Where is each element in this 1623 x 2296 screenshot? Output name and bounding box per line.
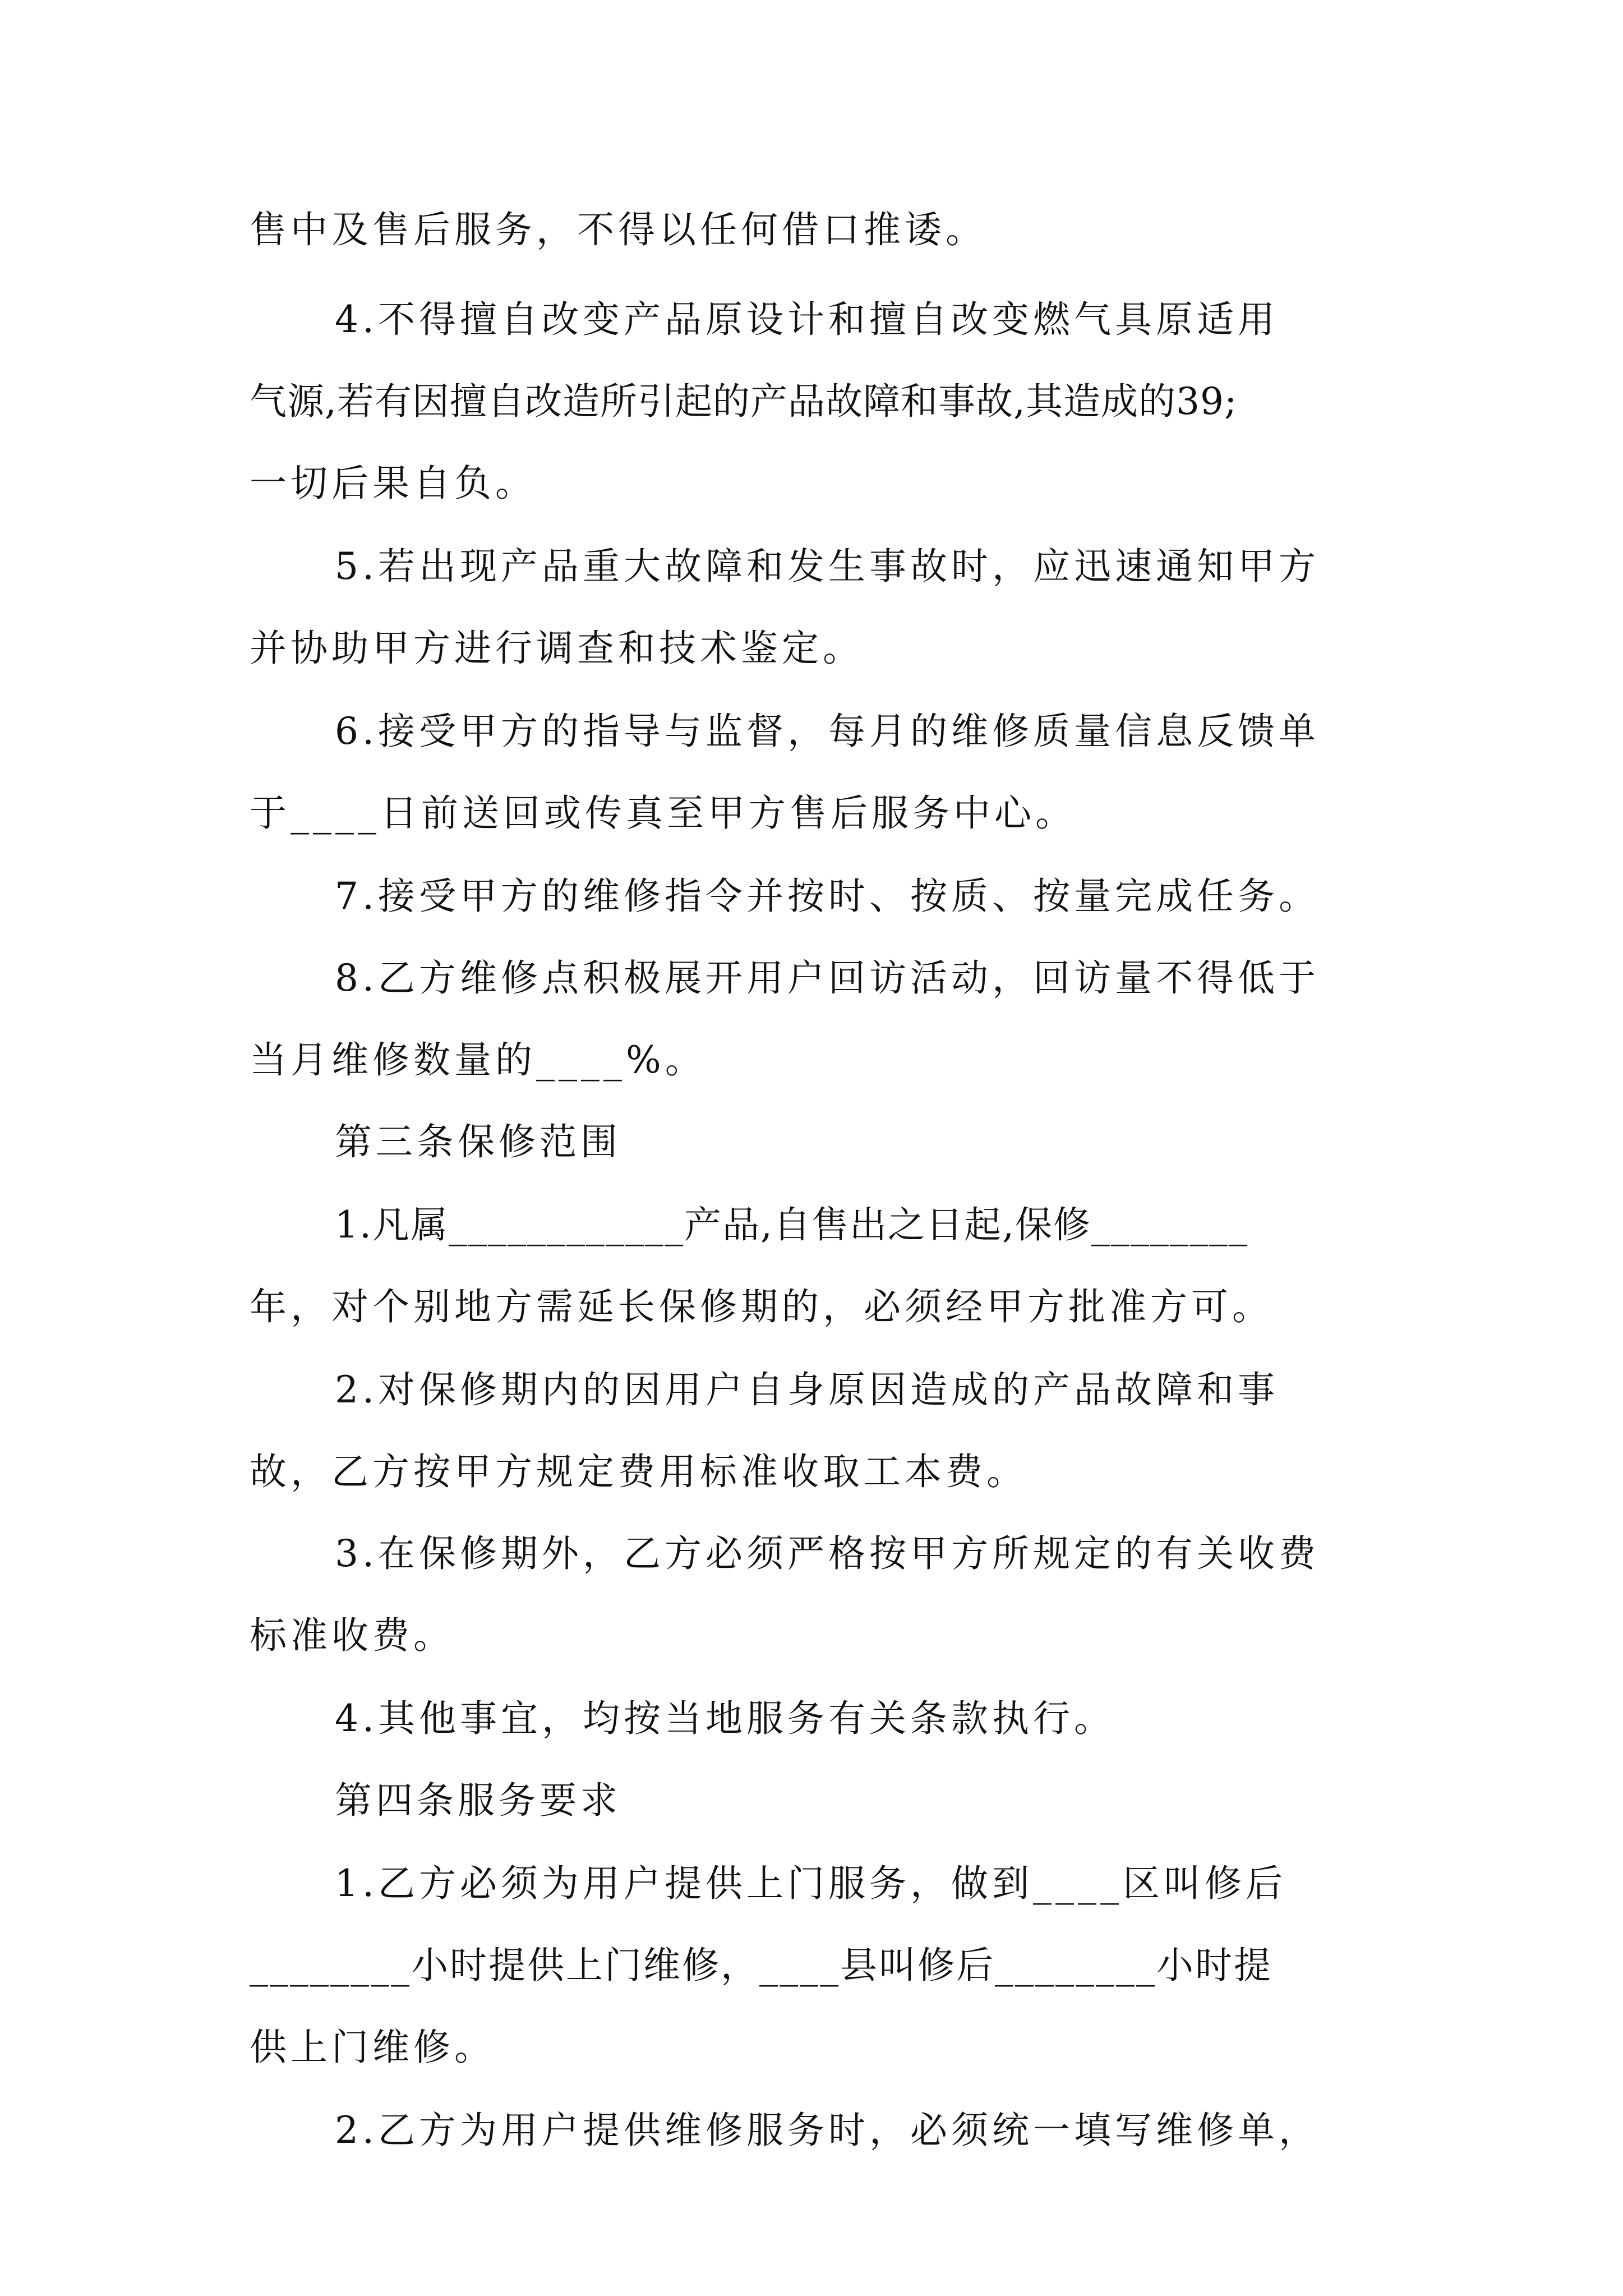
text-line: 2.对保修期内的因用户自身原因造成的产品故障和事 — [335, 1368, 1279, 1411]
text-line: 标准收费。 — [250, 1614, 454, 1657]
section-heading: 第三条保修范围 — [335, 1120, 621, 1163]
text-line: 4.其他事宜，均按当地服务有关条款执行。 — [335, 1697, 1115, 1740]
text-line: 当月维修数量的____%。 — [250, 1038, 706, 1082]
text-line: 5.若出现产品重大故障和发生事故时，应迅速通知甲方 — [335, 545, 1320, 588]
text-line: 年，对个别地方需延长保修期的，必须经甲方批准方可。 — [250, 1285, 1273, 1328]
text-line: 供上门维修。 — [250, 2026, 495, 2069]
text-line: 7.接受甲方的维修指令并按时、按质、按量完成任务。 — [335, 875, 1320, 918]
text-line: 6.接受甲方的指导与监督，每月的维修质量信息反馈单 — [335, 710, 1320, 753]
text-line: 并协助甲方进行调查和技术鉴定。 — [250, 627, 864, 670]
text-line: 3.在保修期外，乙方必须严格按甲方所规定的有关收费 — [335, 1532, 1320, 1575]
text-line: 8.乙方维修点积极展开用户回访活动，回访量不得低于 — [335, 956, 1320, 1000]
text-line: 气源,若有因擅自改造所引起的产品故障和事故,其造成的39; — [250, 380, 1238, 423]
text-line: 一切后果自负。 — [250, 462, 536, 505]
text-line: 售中及售后服务，不得以任何借口推诿。 — [250, 208, 986, 251]
text-line: 2.乙方为用户提供维修服务时，必须统一填写维修单， — [335, 2109, 1320, 2152]
text-line: 故，乙方按甲方规定费用标准收取工本费。 — [250, 1450, 1027, 1493]
text-line: 4.不得擅自改变产品原设计和擅自改变燃气具原适用 — [335, 298, 1279, 341]
text-line: 于____日前送回或传真至甲方售后服务中心。 — [250, 792, 1076, 835]
section-heading: 第四条服务要求 — [335, 1779, 621, 1822]
text-line: ________小时提供上门维修，____县叫修后________小时提 — [250, 1944, 1272, 1987]
text-line: 1.凡属____________产品,自售出之日起,保修________ — [335, 1203, 1248, 1246]
text-line: 1.乙方必须为用户提供上门服务，做到____区叫修后 — [335, 1862, 1287, 1905]
